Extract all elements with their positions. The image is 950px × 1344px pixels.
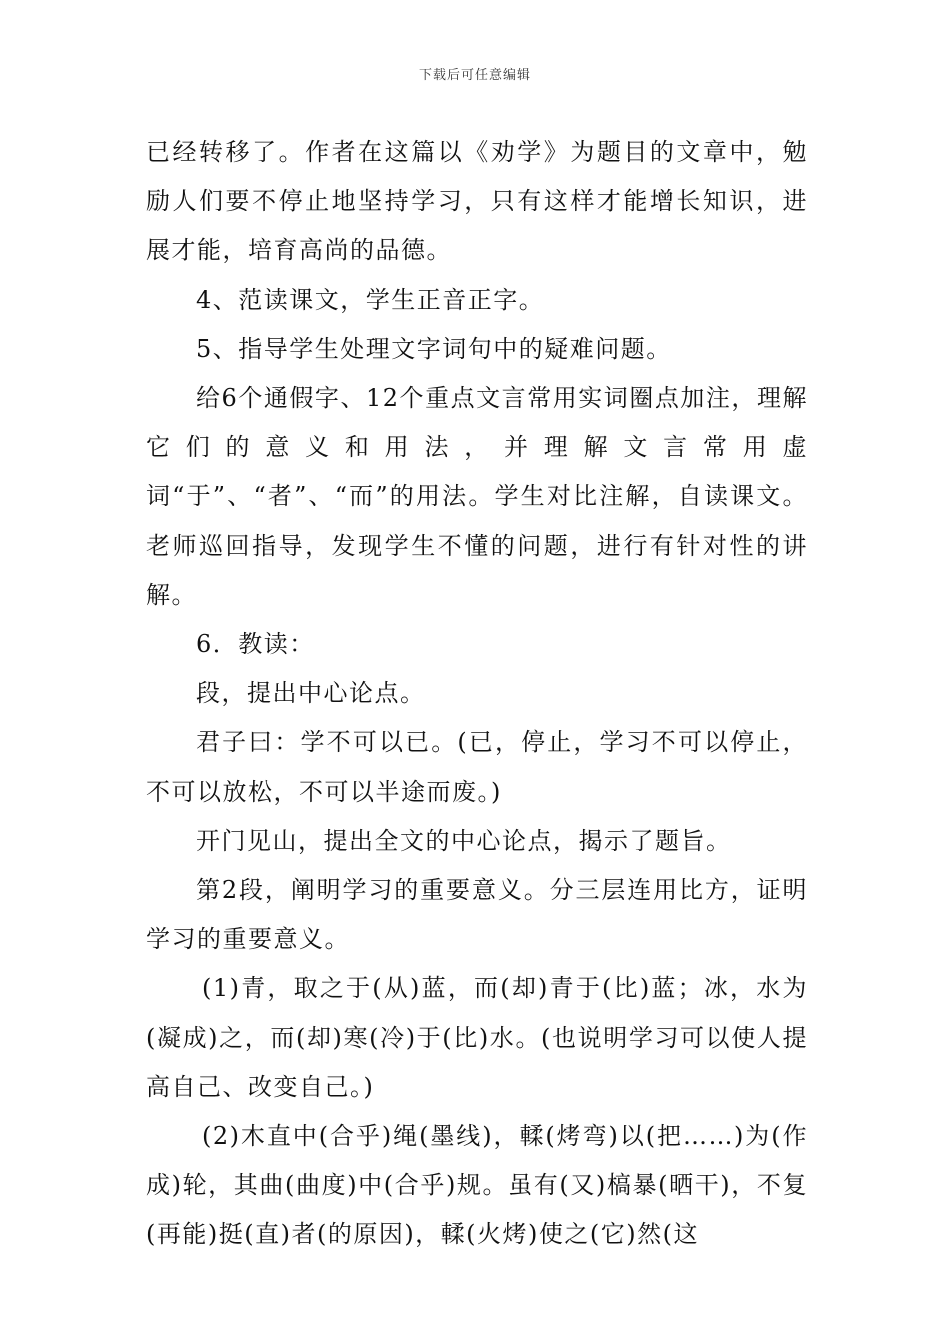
document-body [146, 128, 808, 1260]
paragraph-11: (2)木直中(合乎)绳(墨线)，輮(烤弯)以(把……)为(作成)轮，其曲(曲度)中(合乎)规。虽有(又)槁暴(晒干)，不复(再能)挺(直)者(的原因)，輮(火烤)使之(它)然(这 [146, 1122, 808, 1249]
page-header-note: 下载后可任意编辑 [418, 68, 531, 83]
paragraph-5: 6．教读： [196, 630, 315, 659]
paragraph-1: 已经转移了。作者在这篇以《劝学》为题目的文章中，勉励人们要不停止地坚持学习，只有这样才能增长知识，进展才能，培育高尚的品德。 [146, 138, 808, 265]
paragraph-9: 第2段，阐明学习的重要意义。分三层连用比方，证明学习的重要意义。 [146, 876, 808, 954]
paragraph-7: 君子曰：学不可以已。(已，停止，学习不可以停止，不可以放松，不可以半途而废。) [146, 728, 808, 806]
paragraph-3: 5、指导学生处理文字词句中的疑难问题。 [196, 334, 672, 363]
paragraph-2: 4、范读课文，学生正音正字。 [196, 285, 545, 314]
paragraph-6: 段，提出中心论点。 [196, 679, 426, 708]
paragraph-4: 给6个通假字、12个重点文言常用实词圈点加注，理解它们的意义和用法，并理解文言常用虚词“于”、“者”、“而”的用法。学生对比注解，自读课文。老师巡回指导，发现学生不懂的问题，进行有针对性的讲解。 [146, 384, 808, 609]
paragraph-8: 开门见山，提出全文的中心论点，揭示了题旨。 [196, 826, 732, 855]
paragraph-10: (1)青，取之于(从)蓝，而(却)青于(比)蓝；冰，水为(凝成)之，而(却)寒(冷)于(比)水。(也说明学习可以使人提高自己、改变自己。) [146, 974, 808, 1101]
